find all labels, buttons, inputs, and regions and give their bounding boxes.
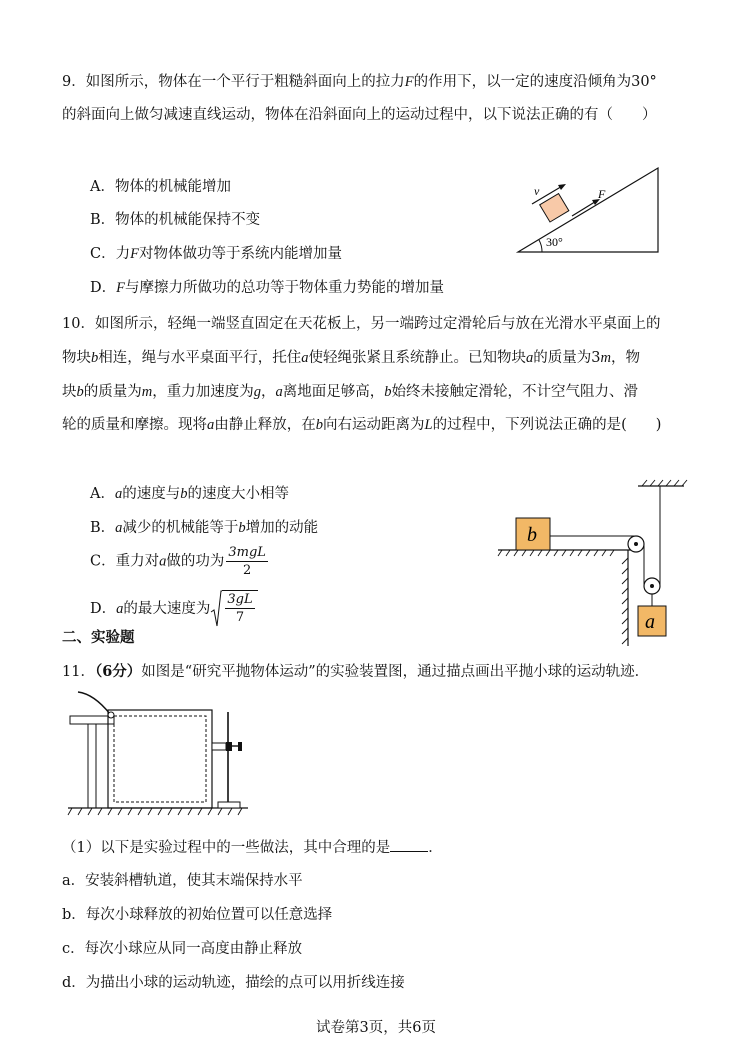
q11-item-b: b．每次小球释放的初始位置可以任意选择 <box>62 907 333 923</box>
q9-option-d: D．F与摩擦力所做功的总功等于物体重力势能的增加量 <box>90 280 444 296</box>
q11-line: 11．（6分）如图是“研究平抛物体运动”的实验装置图，通过描点画出平抛小球的运动轨迹． <box>62 663 650 680</box>
page-footer: 试卷第3页，共6页 <box>316 1020 436 1036</box>
chute <box>78 692 110 714</box>
incline-triangle <box>518 168 658 252</box>
q9-option-c: C．力F对物体做功等于系统内能增加量 <box>90 246 342 262</box>
q10-line-3: 块b的质量为m，重力加速度为g，a离地面足够高，b始终未接触定滑轮，不计空气阻力、滑 <box>62 384 638 400</box>
projectile-apparatus-diagram <box>64 688 254 820</box>
q10-option-c: C．重力对a做的功为 $\frac{\text{3mgL}}{2}$ <box>90 545 266 578</box>
q10-option-b: B．a减少的机械能等于b增加的动能 <box>90 520 319 536</box>
q9-option-a: A．物体的机械能增加 <box>90 179 231 195</box>
q10-line-2: 物块b相连，绳与水平桌面平行，托住a使轻绳张紧且系统静止。已知物块a的质量为3m，物 <box>62 350 640 366</box>
q10-line-1: 10．如图所示，轻绳一端竖直固定在天花板上，另一端跨过定滑轮后与放在光滑水平桌面上的 <box>62 316 661 332</box>
q11-item-d: d．为描出小球的运动轨迹，描绘的点可以用折线连接 <box>62 975 405 991</box>
q10-option-d: D．a的最大速度为 $\frac{3gL}{7}$ <box>90 590 258 628</box>
block <box>540 194 569 222</box>
q11-item-a: a．安装斜槽轨道，使其末端保持水平 <box>62 873 303 889</box>
angle-label: 30° <box>546 235 563 249</box>
q10-line-4: 轮的质量和摩擦。现将a由静止释放，在b向右运动距离为L的过程中，下列说法正确的是( ) <box>62 417 662 433</box>
stand-base <box>218 802 240 808</box>
fraction-3mgl-2: $\frac{\text{3mgL}}{2}$ <box>228 545 266 578</box>
force-label: F <box>598 187 606 201</box>
angle-arc <box>539 240 542 252</box>
incline-diagram <box>510 160 670 260</box>
answer-blank <box>390 839 428 852</box>
q9-line-1: 9．如图所示，物体在一个平行于粗糙斜面向上的拉力F的作用下，以一定的速度沿倾角为30° <box>62 74 657 90</box>
q11-item-c: c．每次小球应从同一高度由静止释放 <box>62 941 303 957</box>
section-heading: 二、实验题 <box>62 629 135 646</box>
q9-line-2: 的斜面向上做匀减速直线运动，物体在沿斜面向上的运动过程中，以下说法正确的有（ ） <box>62 107 657 123</box>
q10-option-a: A．a的速度与b的速度大小相等 <box>90 486 289 502</box>
radical-sign-icon <box>210 590 222 628</box>
sqrt-3gl-7: $\frac{3gL}{7}$ <box>210 590 257 628</box>
ball <box>108 712 114 718</box>
board <box>108 710 212 808</box>
block-b-label: b <box>527 524 537 546</box>
q11-sub-question-1: （1）以下是实验过程中的一些做法，其中合理的是 ． <box>62 840 443 856</box>
velocity-label: v <box>534 184 540 198</box>
q9-option-b: B．物体的机械能保持不变 <box>90 212 261 228</box>
clamp <box>212 743 226 750</box>
pulley-diagram <box>492 478 692 650</box>
block-a-label: a <box>645 611 655 633</box>
paper-dashed <box>114 716 206 802</box>
